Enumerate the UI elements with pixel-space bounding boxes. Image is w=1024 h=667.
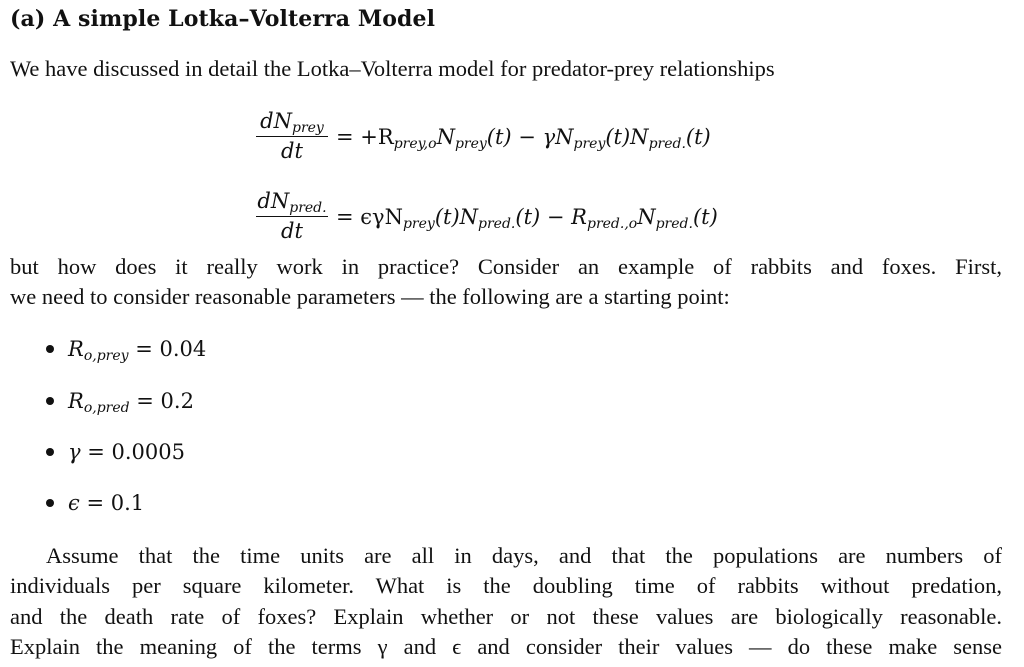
parameter-item: $R_{o,prey} = 0.04$ — [46, 337, 206, 361]
bullet-icon — [46, 448, 54, 456]
parameter-item: γ = 0.0005 — [46, 440, 185, 464]
parameter-item: $R_{o,pred} = 0.2$ — [46, 389, 194, 413]
paragraph-line: Assume that the time units are all in days, and that the populations are numbers of — [46, 543, 1002, 568]
paragraph-line: individuals per square kilometer. What is the doubling time of rabbits without predation, — [10, 573, 1002, 598]
intro-text: We have discussed in detail the Lotka–Volterra model for predator-prey relationships — [10, 56, 775, 81]
equation-predator-denominator: dt — [281, 219, 303, 243]
parameter-item: ϵ = 0.1 — [46, 491, 144, 515]
section-heading: (a) A simple Lotka–Volterra Model — [10, 6, 436, 32]
equation-prey-numerator: $dN_{prey}$ — [260, 109, 324, 136]
bullet-icon — [46, 499, 54, 507]
paragraph-line: and the death rate of foxes? Explain whether or not these values are biologically reasonable. — [10, 604, 1002, 629]
paragraph-line: Explain the meaning of the terms γ and ϵ and consider their values — do these make sense — [10, 634, 1002, 659]
equation-prey-fraction — [252, 108, 332, 165]
equation-prey-rhs: = $+R_{prey,o}N_{prey}(t) - \gamma N_{prey}(t)N_{pred.}(t)$ — [336, 125, 711, 152]
bullet-icon — [46, 397, 54, 405]
paragraph-line: but how does it really work in practice? Consider an example of rabbits and foxes. First, — [10, 254, 1002, 279]
equation-predator-numerator: $dN_{pred.}$ — [257, 189, 327, 216]
bullet-icon — [46, 345, 54, 353]
equation-prey-denominator: dt — [281, 139, 303, 163]
equation-predator-rhs: = $\epsilon\gamma N_{prey}(t)N_{pred.}(t) - R_{pred.,o}N_{pred.}(t)$ — [336, 205, 718, 232]
equation-predator-fraction — [252, 188, 332, 245]
paragraph-line: we need to consider reasonable parameters — the following are a starting point: — [10, 284, 730, 309]
